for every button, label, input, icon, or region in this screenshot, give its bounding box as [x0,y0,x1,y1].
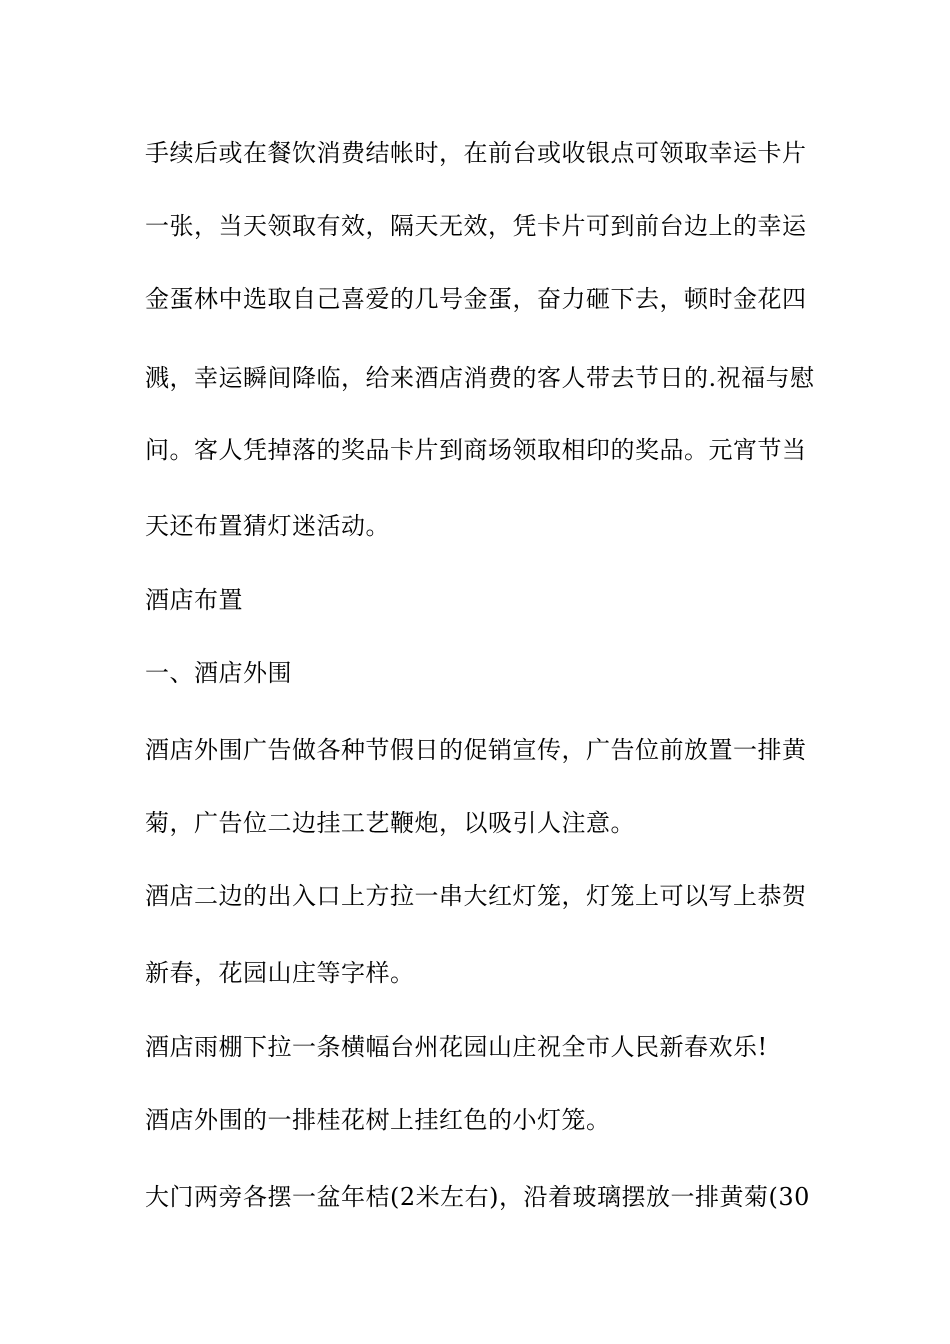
paragraph-line: 酒店外围广告做各种节假日的促销宣传，广告位前放置一排黄 [145,736,807,764]
paragraph-line: 大门两旁各摆一盆年桔(2米左右)，沿着玻璃摆放一排黄菊(30 [145,1183,810,1211]
paragraph-line: 酒店二边的出入口上方拉一串大红灯笼，灯笼上可以写上恭贺 [145,882,807,910]
paragraph-line: 酒店雨棚下拉一条横幅台州花园山庄祝全市人民新春欢乐! [145,1033,768,1061]
paragraph-line: 问。客人凭掉落的奖品卡片到商场领取相印的奖品。元宵节当 [145,436,807,464]
section-heading: 酒店布置 [145,586,243,614]
paragraph-line: 酒店外围的一排桂花树上挂红色的小灯笼。 [145,1106,611,1134]
subsection-heading: 一、酒店外围 [145,659,292,687]
paragraph-line: 金蛋林中选取自己喜爱的几号金蛋，奋力砸下去，顿时金花四 [145,285,807,313]
paragraph-line: 天还布置猜灯迷活动。 [145,512,390,540]
paragraph-line: 新春，花园山庄等字样。 [145,959,415,987]
paragraph-line: 溅，幸运瞬间降临，给来酒店消费的客人带去节日的.祝福与慰 [145,364,815,392]
paragraph-line: 手续后或在餐饮消费结帐时，在前台或收银点可领取幸运卡片 [145,139,807,167]
paragraph-line: 菊，广告位二边挂工艺鞭炮，以吸引人注意。 [145,809,635,837]
paragraph-line: 一张，当天领取有效，隔天无效，凭卡片可到前台边上的幸运 [145,212,807,240]
